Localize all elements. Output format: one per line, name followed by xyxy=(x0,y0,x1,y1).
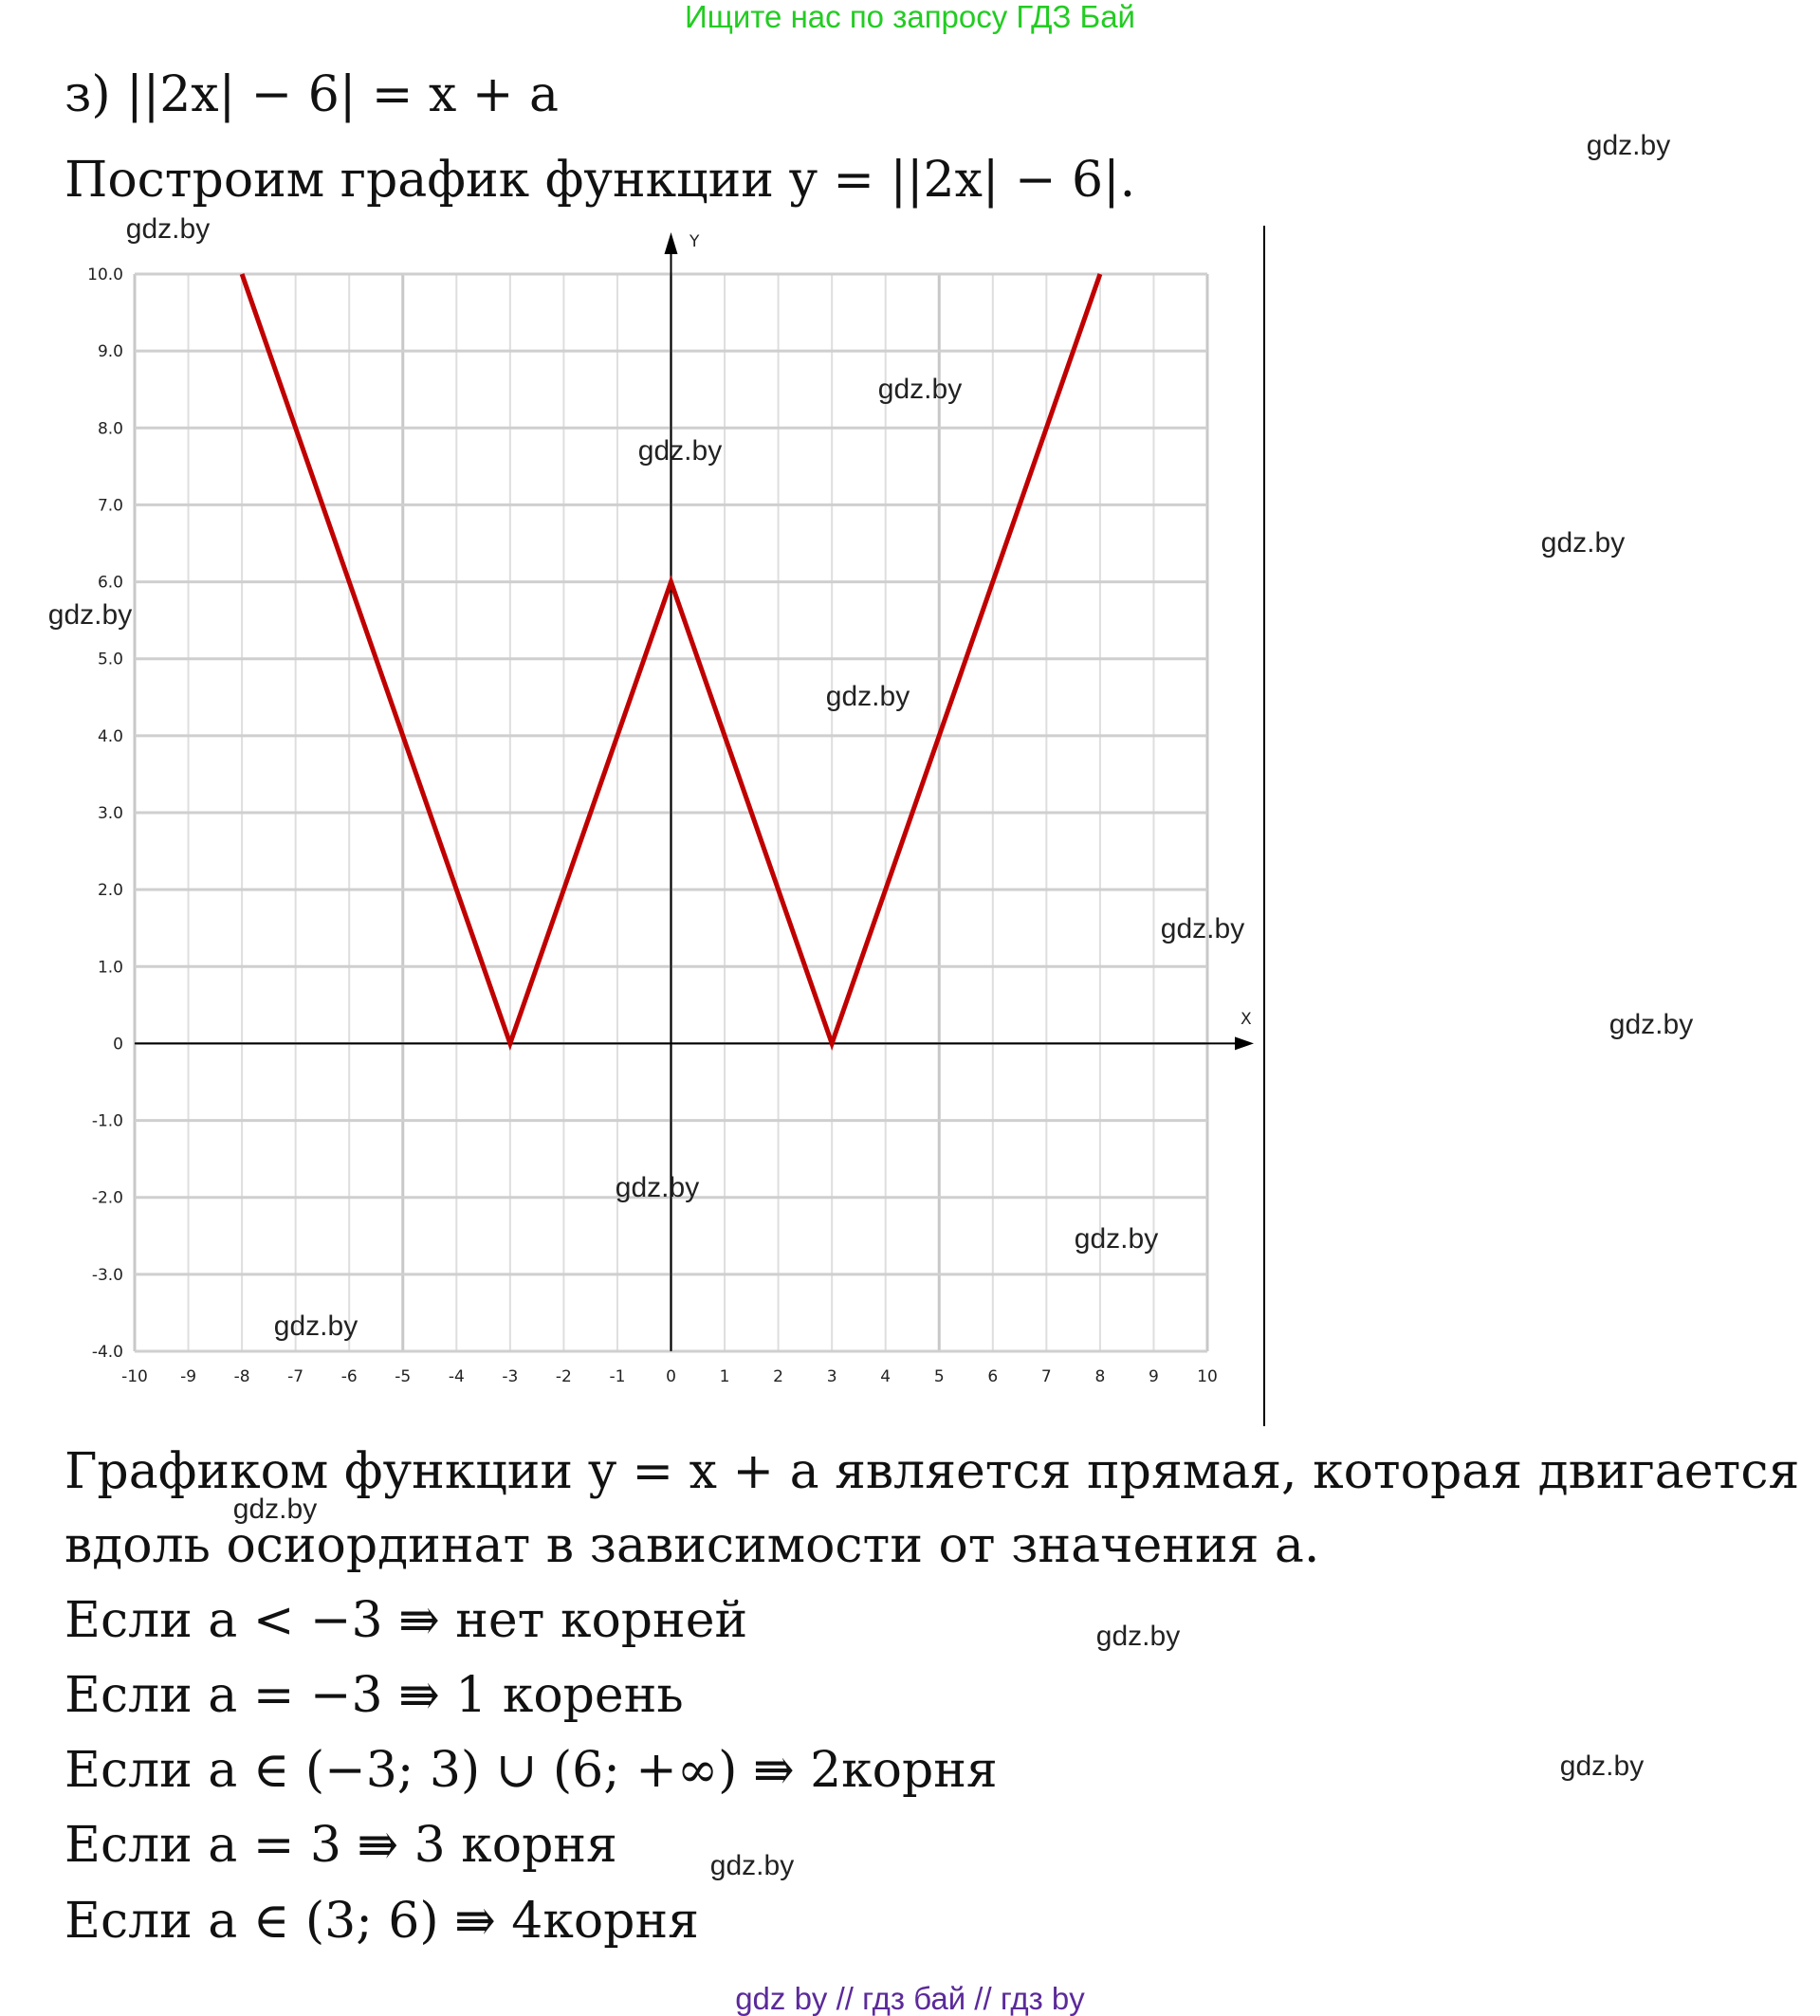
case-4: Если a = 3 ⇛ 3 корня xyxy=(64,1817,617,1874)
x-tick-label: -7 xyxy=(287,1367,304,1386)
watermark: gdz.by xyxy=(709,1850,795,1881)
y-tick-label: 0 xyxy=(113,1035,123,1054)
x-tick-label: 5 xyxy=(933,1367,945,1386)
x-tick-label: 1 xyxy=(719,1367,730,1386)
watermark: gdz.by xyxy=(232,1494,318,1525)
x-tick-label: -1 xyxy=(609,1367,626,1386)
x-tick-label: 7 xyxy=(1040,1367,1052,1386)
x-tick-label: -5 xyxy=(395,1367,412,1386)
y-tick-label: 3.0 xyxy=(97,804,123,823)
watermark: gdz.by xyxy=(1095,1621,1181,1652)
y-tick-label: 7.0 xyxy=(97,496,123,516)
watermark: gdz.by xyxy=(615,1172,700,1203)
x-tick-label: -10 xyxy=(121,1367,148,1386)
watermark: gdz.by xyxy=(825,681,910,712)
watermark: gdz.by xyxy=(47,599,133,631)
x-tick-label: -9 xyxy=(180,1367,197,1386)
watermark: gdz.by xyxy=(273,1310,358,1342)
y-tick-label: -4.0 xyxy=(91,1343,123,1362)
intro-text: Построим график функции y = ||2x| − 6|. xyxy=(64,152,1136,209)
y-tick-label: 2.0 xyxy=(97,881,123,901)
x-axis-arrow-icon xyxy=(1235,1036,1254,1050)
y-tick-label: -3.0 xyxy=(91,1265,123,1285)
y-axis-label: Y xyxy=(689,232,700,251)
watermark: gdz.by xyxy=(1074,1223,1159,1255)
y-tick-label: 4.0 xyxy=(97,726,123,746)
x-tick-label: -2 xyxy=(555,1367,572,1386)
x-tick-label: -4 xyxy=(448,1367,465,1386)
top-banner: Ищите нас по запросу ГДЗ Бай xyxy=(685,0,1135,34)
x-tick-label: -6 xyxy=(340,1367,358,1386)
footer: gdz by // гдз бай // гдз by xyxy=(735,1981,1085,2016)
x-tick-label: 0 xyxy=(666,1367,676,1386)
x-tick-label: 2 xyxy=(773,1367,784,1386)
y-tick-label: 8.0 xyxy=(97,419,123,439)
x-tick-label: 3 xyxy=(826,1367,837,1386)
x-tick-label: 4 xyxy=(880,1367,892,1386)
y-tick-label: -1.0 xyxy=(91,1111,123,1131)
case-2: Если a = −3 ⇛ 1 корень xyxy=(64,1667,684,1724)
problem-statement: з) ||2x| − 6| = x + a xyxy=(64,66,559,123)
watermark: gdz.by xyxy=(1586,130,1671,161)
watermark: gdz.by xyxy=(637,435,723,467)
y-tick-label: -2.0 xyxy=(91,1188,123,1208)
paragraph-line-1: Графиком функции y = x + a является прямая, которая двигается xyxy=(64,1443,1800,1500)
y-tick-label: 9.0 xyxy=(97,342,123,362)
x-tick-label: -3 xyxy=(502,1367,519,1386)
x-tick-label: 6 xyxy=(987,1367,999,1386)
y-axis-arrow-icon xyxy=(665,232,678,254)
y-tick-label: 5.0 xyxy=(97,650,123,669)
watermark: gdz.by xyxy=(1559,1750,1645,1782)
watermark: gdz.by xyxy=(125,213,211,245)
watermark: gdz.by xyxy=(1160,913,1245,944)
y-tick-label: 6.0 xyxy=(97,573,123,593)
watermark: gdz.by xyxy=(877,374,963,405)
x-tick-label: -8 xyxy=(233,1367,250,1386)
case-3: Если a ∈ (−3; 3) ∪ (6; +∞) ⇛ 2корня xyxy=(64,1742,998,1799)
paragraph-line-2: вдоль осиординат в зависимости от значения a. xyxy=(64,1517,1320,1574)
watermark: gdz.by xyxy=(1540,527,1626,559)
x-tick-label: 8 xyxy=(1094,1367,1106,1386)
case-1: Если a < −3 ⇛ нет корней xyxy=(64,1592,748,1649)
x-tick-label: 9 xyxy=(1149,1367,1159,1386)
x-axis-label: X xyxy=(1241,1010,1252,1029)
watermark: gdz.by xyxy=(1609,1009,1694,1040)
case-5: Если a ∈ (3; 6) ⇛ 4корня xyxy=(64,1893,699,1950)
x-tick-label: 10 xyxy=(1197,1367,1218,1386)
y-tick-label: 1.0 xyxy=(97,958,123,978)
y-tick-label: 10.0 xyxy=(87,266,123,284)
